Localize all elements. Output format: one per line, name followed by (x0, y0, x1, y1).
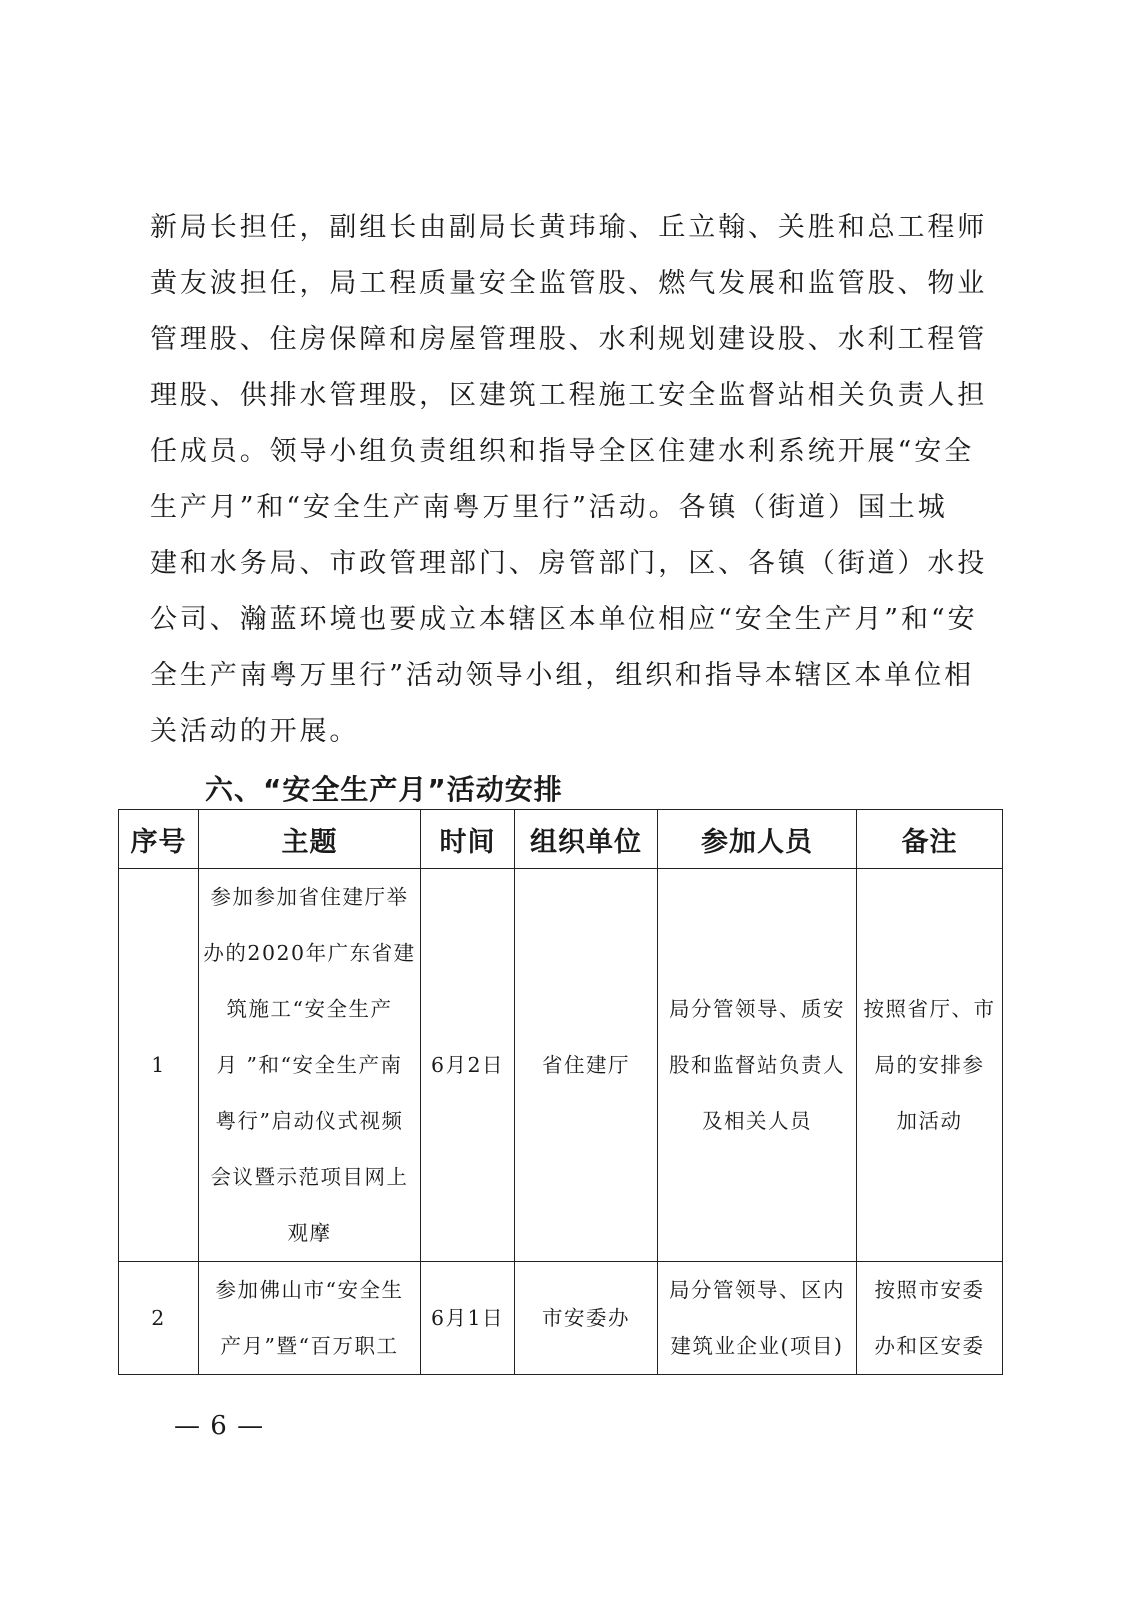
remarks-line: 按照省厅、市 (863, 997, 996, 1021)
table-row (119, 1262, 1003, 1375)
paragraph-line: 全生产南粤万里行”活动领导小组，组织和指导本辖区本单位相 (150, 660, 975, 691)
participants-line: 建筑业企业(项目) (670, 1334, 844, 1358)
body-paragraph (150, 200, 988, 760)
activity-schedule-table (118, 809, 1003, 1375)
theme-line: 办的2020年广东省建 (203, 941, 416, 965)
theme-line: 产月”暨“百万职工 (220, 1334, 399, 1358)
section-heading: 六、“安全生产月”活动安排 (205, 773, 563, 806)
header-remarks: 备注 (857, 810, 1003, 869)
remarks-line: 办和区安委 (874, 1334, 985, 1358)
remarks-line: 按照市安委 (874, 1278, 985, 1302)
theme-line: 粤行”启动仪式视频 (215, 1109, 404, 1133)
cell-no: 1 (119, 869, 199, 1262)
header-participants: 参加人员 (658, 810, 857, 869)
theme-line: 会议暨示范项目网上 (210, 1165, 409, 1189)
header-organizer: 组织单位 (515, 810, 658, 869)
theme-line: 筑施工“安全生产 (226, 997, 393, 1021)
paragraph-line: 理股、供排水管理股，区建筑工程施工安全监督站相关负责人担 (150, 380, 988, 411)
paragraph-line: 建和水务局、市政管理部门、房管部门，区、各镇（街道）水投 (150, 548, 988, 579)
participants-line: 局分管领导、区内 (669, 1278, 845, 1302)
theme-line: 参加参加省住建厅举 (210, 885, 409, 909)
cell-theme (199, 1262, 421, 1375)
cell-time: 6月1日 (421, 1262, 515, 1375)
paragraph-line: 生产月”和“安全生产南粤万里行”活动。各镇（街道）国土城 (150, 492, 948, 523)
participants-line: 局分管领导、质安 (669, 997, 845, 1021)
table-row (119, 869, 1003, 1262)
paragraph-line: 公司、瀚蓝环境也要成立本辖区本单位相应“安全生产月”和“安 (150, 604, 978, 635)
cell-organizer: 市安委办 (515, 1262, 658, 1375)
theme-line: 月 ”和“安全生产南 (216, 1053, 403, 1077)
cell-no: 2 (119, 1262, 199, 1375)
participants-line: 股和监督站负责人 (669, 1053, 845, 1077)
theme-line: 参加佛山市“安全生 (215, 1278, 404, 1302)
cell-theme (199, 869, 421, 1262)
page-number: — 6 — (174, 1411, 265, 1441)
cell-organizer: 省住建厅 (515, 869, 658, 1262)
theme-line: 观摩 (287, 1221, 332, 1245)
cell-participants (658, 1262, 857, 1375)
paragraph-line: 黄友波担任，局工程质量安全监管股、燃气发展和监管股、物业 (150, 268, 988, 299)
paragraph-line: 关活动的开展。 (150, 716, 360, 747)
remarks-line: 加活动 (896, 1109, 963, 1133)
cell-time: 6月2日 (421, 869, 515, 1262)
header-time: 时间 (421, 810, 515, 869)
paragraph-line: 任成员。领导小组负责组织和指导全区住建水利系统开展“安全 (150, 436, 975, 467)
participants-line: 及相关人员 (702, 1109, 812, 1133)
cell-remarks (857, 1262, 1003, 1375)
paragraph-line: 管理股、住房保障和房屋管理股、水利规划建设股、水利工程管 (150, 324, 988, 355)
header-no: 序号 (119, 810, 199, 869)
remarks-line: 局的安排参 (874, 1053, 985, 1077)
paragraph-line: 新局长担任，副组长由副局长黄玮瑜、丘立翰、关胜和总工程师 (150, 212, 988, 243)
header-theme: 主题 (199, 810, 421, 869)
table-header-row (119, 810, 1003, 869)
cell-participants (658, 869, 857, 1262)
cell-remarks (857, 869, 1003, 1262)
